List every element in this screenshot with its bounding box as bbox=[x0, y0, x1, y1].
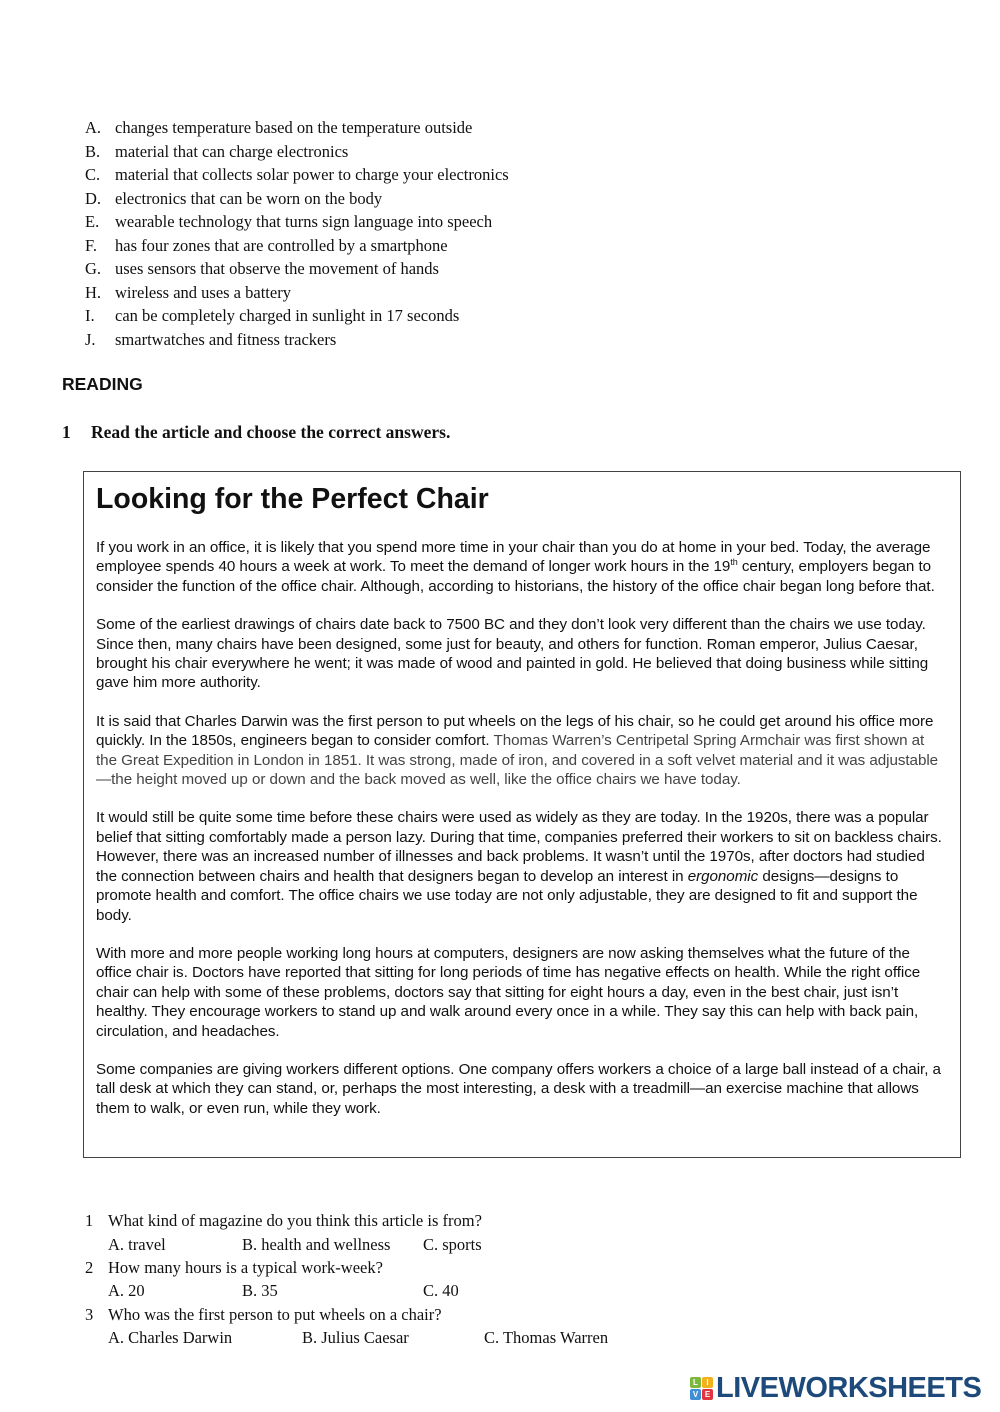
answer-option[interactable]: B. 35 bbox=[242, 1281, 278, 1300]
article-paragraph: With more and more people working long hours at computers, designers are now asking themselves what the future of the office chair is. Doctors have reported that sitting for long periods of time has negative effects on health. While the right office chair can help with some of these problems, doctors say that sitting for eight hours a day, even in the best chair, just isn’t healthy. They encourage workers to stand up and walk around every once in a while. They say this can help with back pain, circulation, and headaches. bbox=[96, 944, 921, 1040]
matching-item: G. uses sensors that observe the movement of hands bbox=[85, 259, 439, 278]
answer-option[interactable]: A. Charles Darwin bbox=[108, 1328, 233, 1347]
matching-item: H. wireless and uses a battery bbox=[85, 282, 291, 302]
instruction: 1 Read the article and choose the correct answers. bbox=[62, 422, 451, 442]
logo-tiles-icon: L I V E bbox=[690, 1377, 713, 1400]
article-box bbox=[83, 471, 961, 1158]
article-paragraph: It is said that Charles Darwin was the first person to put wheels on the legs of his chair, so he could get around his office more quickly. In the 1850s, engineers began to consider comfort. Thomas Warren’s Centripetal Spring Armchair was first shown at the Great Expedition in London in 1851. It was strong, made of iron, and covered in a soft velvet material and it was adjustable—the height moved up or down and the back moved as well, like the office chairs we have today. bbox=[96, 712, 939, 789]
matching-item: A. changes temperature based on the temperature outside bbox=[85, 118, 473, 137]
matching-item: E. wearable technology that turns sign language into speech bbox=[85, 212, 493, 231]
answer-option[interactable]: B. health and wellness bbox=[242, 1235, 391, 1254]
matching-item: I. can be completely charged in sunlight in 17 seconds bbox=[85, 306, 460, 325]
article-paragraph: If you work in an office, it is likely that you spend more time in your chair than you do at home in your bed. Today, the average employee spends 40 hours a week at work. To meet the demand of longer work hours in the 19th century, employers began to consider the function of the office chair. Although, according to historians, the history of the office chair began long before that. bbox=[96, 539, 935, 595]
answer-option[interactable]: A. 20 bbox=[108, 1281, 145, 1300]
answer-option[interactable]: A. travel bbox=[108, 1235, 166, 1254]
liveworksheets-logo bbox=[690, 1372, 981, 1405]
section-heading: READING bbox=[62, 374, 143, 394]
article-paragraph: Some of the earliest drawings of chairs date back to 7500 BC and they don’t look very different than the chairs we use today. Since then, many chairs have been designed, some just for beauty, and others for function. Roman emperor, Julius Caesar, brought his chair everywhere he went; it was made of wood and painted in gold. He believed that doing business while sitting gave him more authority. bbox=[96, 616, 929, 692]
question: 2 How many hours is a typical work-week? bbox=[85, 1258, 383, 1277]
article-paragraph: Some companies are giving workers different options. One company offers workers a choice of a large ball instead of a chair, a tall desk at which they can stand, or, perhaps the most interesting, a desk with a treadmill—an exercise machine that allows them to walk, or even run, while they work. bbox=[96, 1060, 941, 1117]
logo-wordmark: LIVEWORKSHEETS bbox=[716, 1372, 982, 1404]
matching-item: J. smartwatches and fitness trackers bbox=[85, 329, 337, 349]
answer-option[interactable]: C. sports bbox=[423, 1235, 482, 1254]
answer-option[interactable]: C. 40 bbox=[423, 1281, 459, 1300]
article-paragraph: It would still be quite some time before these chairs were used as widely as they are today. In the 1920s, there was a popular belief that sitting comfortably made a person lazy. During that time, companies preferred their workers to sit on backless chairs. However, there was an increased number of illnesses and back problems. It wasn’t until the 1970s, after doctors had studied the connection between chairs and health that designers began to develop an interest in ergonomic designs—designs to promote health and comfort. The office chairs we use today are not only adjustable, they are designed to fit and support the body. bbox=[96, 809, 942, 924]
answer-option[interactable]: C. Thomas Warren bbox=[484, 1328, 609, 1347]
matching-item: B. material that can charge electronics bbox=[85, 141, 349, 161]
article-title: Looking for the Perfect Chair bbox=[96, 483, 489, 515]
matching-item: C. material that collects solar power to charge your electronics bbox=[85, 165, 509, 184]
question: 1 What kind of magazine do you think this article is from? bbox=[85, 1211, 482, 1230]
matching-item: F. has four zones that are controlled by a smartphone bbox=[85, 235, 448, 255]
answer-option[interactable]: B. Julius Caesar bbox=[302, 1328, 409, 1347]
matching-item: D. electronics that can be worn on the body bbox=[85, 188, 383, 208]
question: 3 Who was the first person to put wheels on a chair? bbox=[85, 1305, 442, 1324]
